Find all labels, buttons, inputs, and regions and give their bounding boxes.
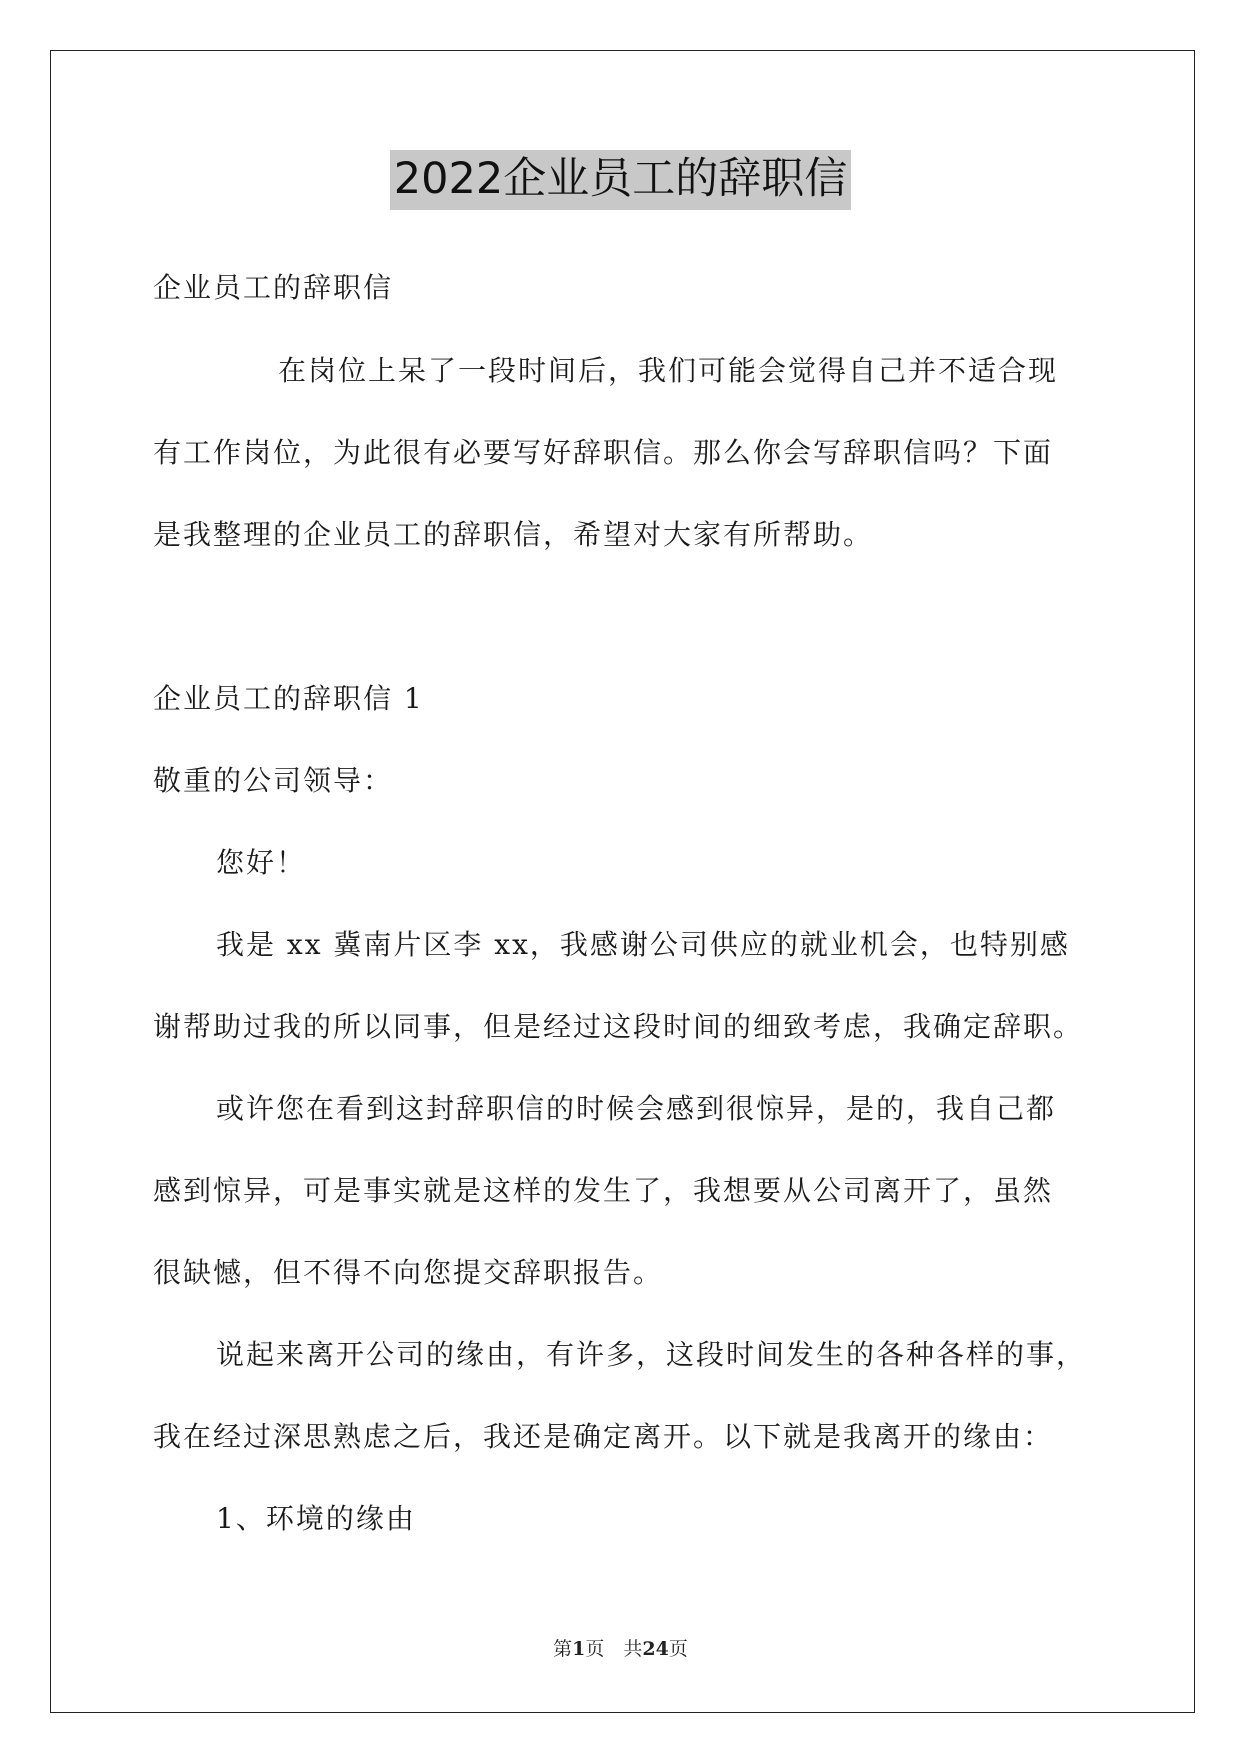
footer-page-mid: 页 共 bbox=[585, 1638, 643, 1660]
section-heading: 企业员工的辞职信 1 bbox=[153, 682, 424, 715]
paragraph-line: 有工作岗位，为此很有必要写好辞职信。那么你会写辞职信吗？下面 bbox=[153, 436, 1054, 469]
salutation: 敬重的公司领导： bbox=[153, 764, 394, 797]
footer-page-suffix: 页 bbox=[668, 1638, 688, 1660]
paragraph-line: 我是 xx 冀南片区李 xx，我感谢公司供应的就业机会，也特别感 bbox=[216, 928, 1070, 961]
footer-page-prefix: 第 bbox=[553, 1638, 573, 1660]
page-footer bbox=[0, 1634, 1241, 1661]
paragraph-line: 在岗位上呆了一段时间后，我们可能会觉得自己并不适合现 bbox=[278, 354, 1059, 387]
document-title-block bbox=[0, 150, 1241, 210]
footer-page-total: 24 bbox=[642, 1638, 669, 1660]
heading-line: 企业员工的辞职信 bbox=[153, 271, 394, 304]
document-title: 2022企业员工的辞职信 bbox=[390, 150, 851, 210]
paragraph-line: 说起来离开公司的缘由，有许多，这段时间发生的各种各样的事， bbox=[216, 1338, 1087, 1371]
paragraph-line: 或许您在看到这封辞职信的时候会感到很惊异，是的，我自己都 bbox=[216, 1092, 1057, 1125]
paragraph-line: 我在经过深思熟虑之后，我还是确定离开。以下就是我离开的缘由： bbox=[153, 1420, 1054, 1453]
footer-page-current: 1 bbox=[572, 1638, 586, 1660]
paragraph-line: 很缺憾，但不得不向您提交辞职报告。 bbox=[153, 1256, 664, 1289]
paragraph-line: 是我整理的企业员工的辞职信，希望对大家有所帮助。 bbox=[153, 518, 874, 551]
paragraph-line: 谢帮助过我的所以同事，但是经过这段时间的细致考虑，我确定辞职。 bbox=[153, 1010, 1084, 1043]
paragraph-line: 感到惊异，可是事实就是这样的发生了，我想要从公司离开了，虽然 bbox=[153, 1174, 1054, 1207]
greeting: 您好！ bbox=[216, 846, 307, 879]
list-item: 1、环境的缘由 bbox=[216, 1502, 416, 1535]
